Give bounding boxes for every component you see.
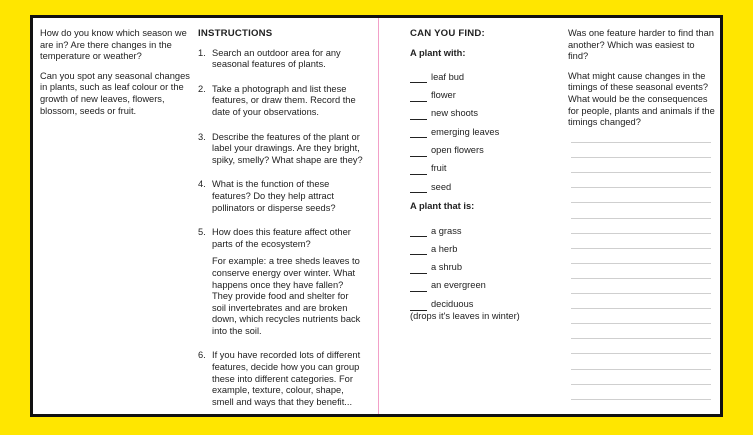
checklist-item [410, 120, 560, 138]
checklist-item [410, 274, 560, 292]
step-number: 3. [198, 131, 206, 142]
writing-line[interactable] [571, 188, 711, 203]
write-in-blank [410, 183, 427, 193]
question-hardest-feature: Was one feature harder to find than another? Which was easiest to find? [568, 28, 714, 62]
checklist-item-label: open flowers [431, 145, 484, 156]
writing-line[interactable] [571, 219, 711, 234]
step-text: If you have recorded lots of different features, decide how you can group these into different categories. For example, texture, colour, shape, smell and ways that they benefit... [212, 350, 361, 407]
writing-line[interactable] [571, 370, 711, 385]
checklist-item [410, 255, 560, 273]
question-timing-changes: What might cause changes in the timings of these seasonal events? What would be the consequences for people, plants and animals if the timings changed? [568, 70, 715, 128]
deciduous-note: (drops it's leaves in winter) [410, 310, 520, 321]
writing-line[interactable] [571, 339, 711, 354]
write-in-blank [410, 92, 427, 102]
writing-line[interactable] [571, 279, 711, 294]
write-in-blank [410, 301, 427, 311]
instruction-step [198, 227, 363, 343]
write-in-blank [410, 73, 427, 83]
checklist-item-label: a shrub [431, 262, 463, 273]
checklist-item [410, 175, 560, 193]
step-text: What is the function of these features? Do they help attract pollinators or disperse seeds? [212, 179, 336, 213]
instruction-step [198, 48, 363, 77]
activity-sheet [30, 15, 723, 417]
instructions-list [198, 48, 363, 415]
plant-with-label: A plant with: [410, 47, 466, 58]
write-in-blank [410, 110, 427, 120]
checklist-item-label: flower [431, 90, 456, 101]
writing-line[interactable] [571, 203, 711, 218]
step-text: Describe the features of the plant or label your drawings. Are they bright, spiky, smelly? What shape are they? [212, 131, 363, 165]
checklist-heading: CAN YOU FIND: [410, 28, 485, 39]
writing-line[interactable] [571, 249, 711, 264]
write-in-blank [410, 165, 427, 175]
checklist-item-label: emerging leaves [431, 126, 500, 137]
step-text: Search an outdoor area for any seasonal features of plants. [212, 47, 341, 70]
writing-line[interactable] [571, 309, 711, 324]
writing-line[interactable] [571, 173, 711, 188]
writing-line[interactable] [571, 385, 711, 400]
checklist-item [410, 83, 560, 101]
instruction-step [198, 179, 363, 220]
step-number: 1. [198, 47, 206, 58]
checklist-item [410, 219, 560, 237]
checklist-item-label: an evergreen [431, 280, 486, 291]
step-text: Take a photograph and list these features, or draw them. Record the date of your observations. [212, 83, 356, 117]
writing-lines [571, 128, 711, 400]
instructions-column [198, 28, 363, 417]
fold-line [378, 18, 379, 414]
writing-line[interactable] [571, 324, 711, 339]
plant-that-is-label: A plant that is: [410, 201, 475, 212]
writing-line[interactable] [571, 158, 711, 173]
checklist-item-label: deciduous [431, 299, 474, 310]
checklist-item-deciduous [410, 299, 560, 322]
checklist-item [410, 157, 560, 175]
writing-line[interactable] [571, 354, 711, 369]
checklist-item-label: fruit [431, 163, 447, 174]
step-example: For example: a tree sheds leaves to conserve energy over winter. What happens once they have fallen? They provide food and shelter for soil invertebrates and are broken down, which recycles nutrients back into the soil. [212, 256, 361, 336]
writing-line[interactable] [571, 143, 711, 158]
writing-line[interactable] [571, 264, 711, 279]
write-in-blank [410, 227, 427, 237]
checklist-item-label: new shoots [431, 108, 479, 119]
step-number: 5. [198, 227, 206, 238]
writing-line[interactable] [571, 234, 711, 249]
step-number: 6. [198, 350, 206, 361]
write-in-blank [410, 245, 427, 255]
step-number: 4. [198, 179, 206, 190]
intro-question-season: How do you know which season we are in? Are there changes in the temperature or weather? [40, 28, 187, 62]
instruction-step [198, 350, 363, 414]
checklist-item-label: a herb [431, 243, 458, 254]
checklist-item [410, 138, 560, 156]
writing-line[interactable] [571, 294, 711, 309]
checklist-column [410, 28, 560, 322]
instructions-heading: INSTRUCTIONS [198, 28, 273, 39]
write-in-blank [410, 147, 427, 157]
intro-column [40, 28, 190, 125]
step-number: 2. [198, 83, 206, 94]
write-in-blank [410, 264, 427, 274]
writing-line[interactable] [571, 128, 711, 143]
checklist-item [410, 102, 560, 120]
checklist-item-label: seed [431, 181, 452, 192]
intro-question-changes: Can you spot any seasonal changes in plants, such as leaf colour or the growth of new leaves, flowers, blossom, seeds or fruit. [40, 70, 190, 116]
write-in-blank [410, 128, 427, 138]
instruction-step [198, 132, 363, 173]
checklist-item [410, 237, 560, 255]
checklist-item-label: a grass [431, 225, 462, 236]
checklist-item-label: leaf bud [431, 71, 465, 82]
write-in-blank [410, 282, 427, 292]
step-text: How does this feature affect other parts of the ecosystem? [212, 227, 351, 249]
instruction-step [198, 84, 363, 125]
questions-column [568, 28, 716, 137]
checklist-item [410, 65, 560, 83]
